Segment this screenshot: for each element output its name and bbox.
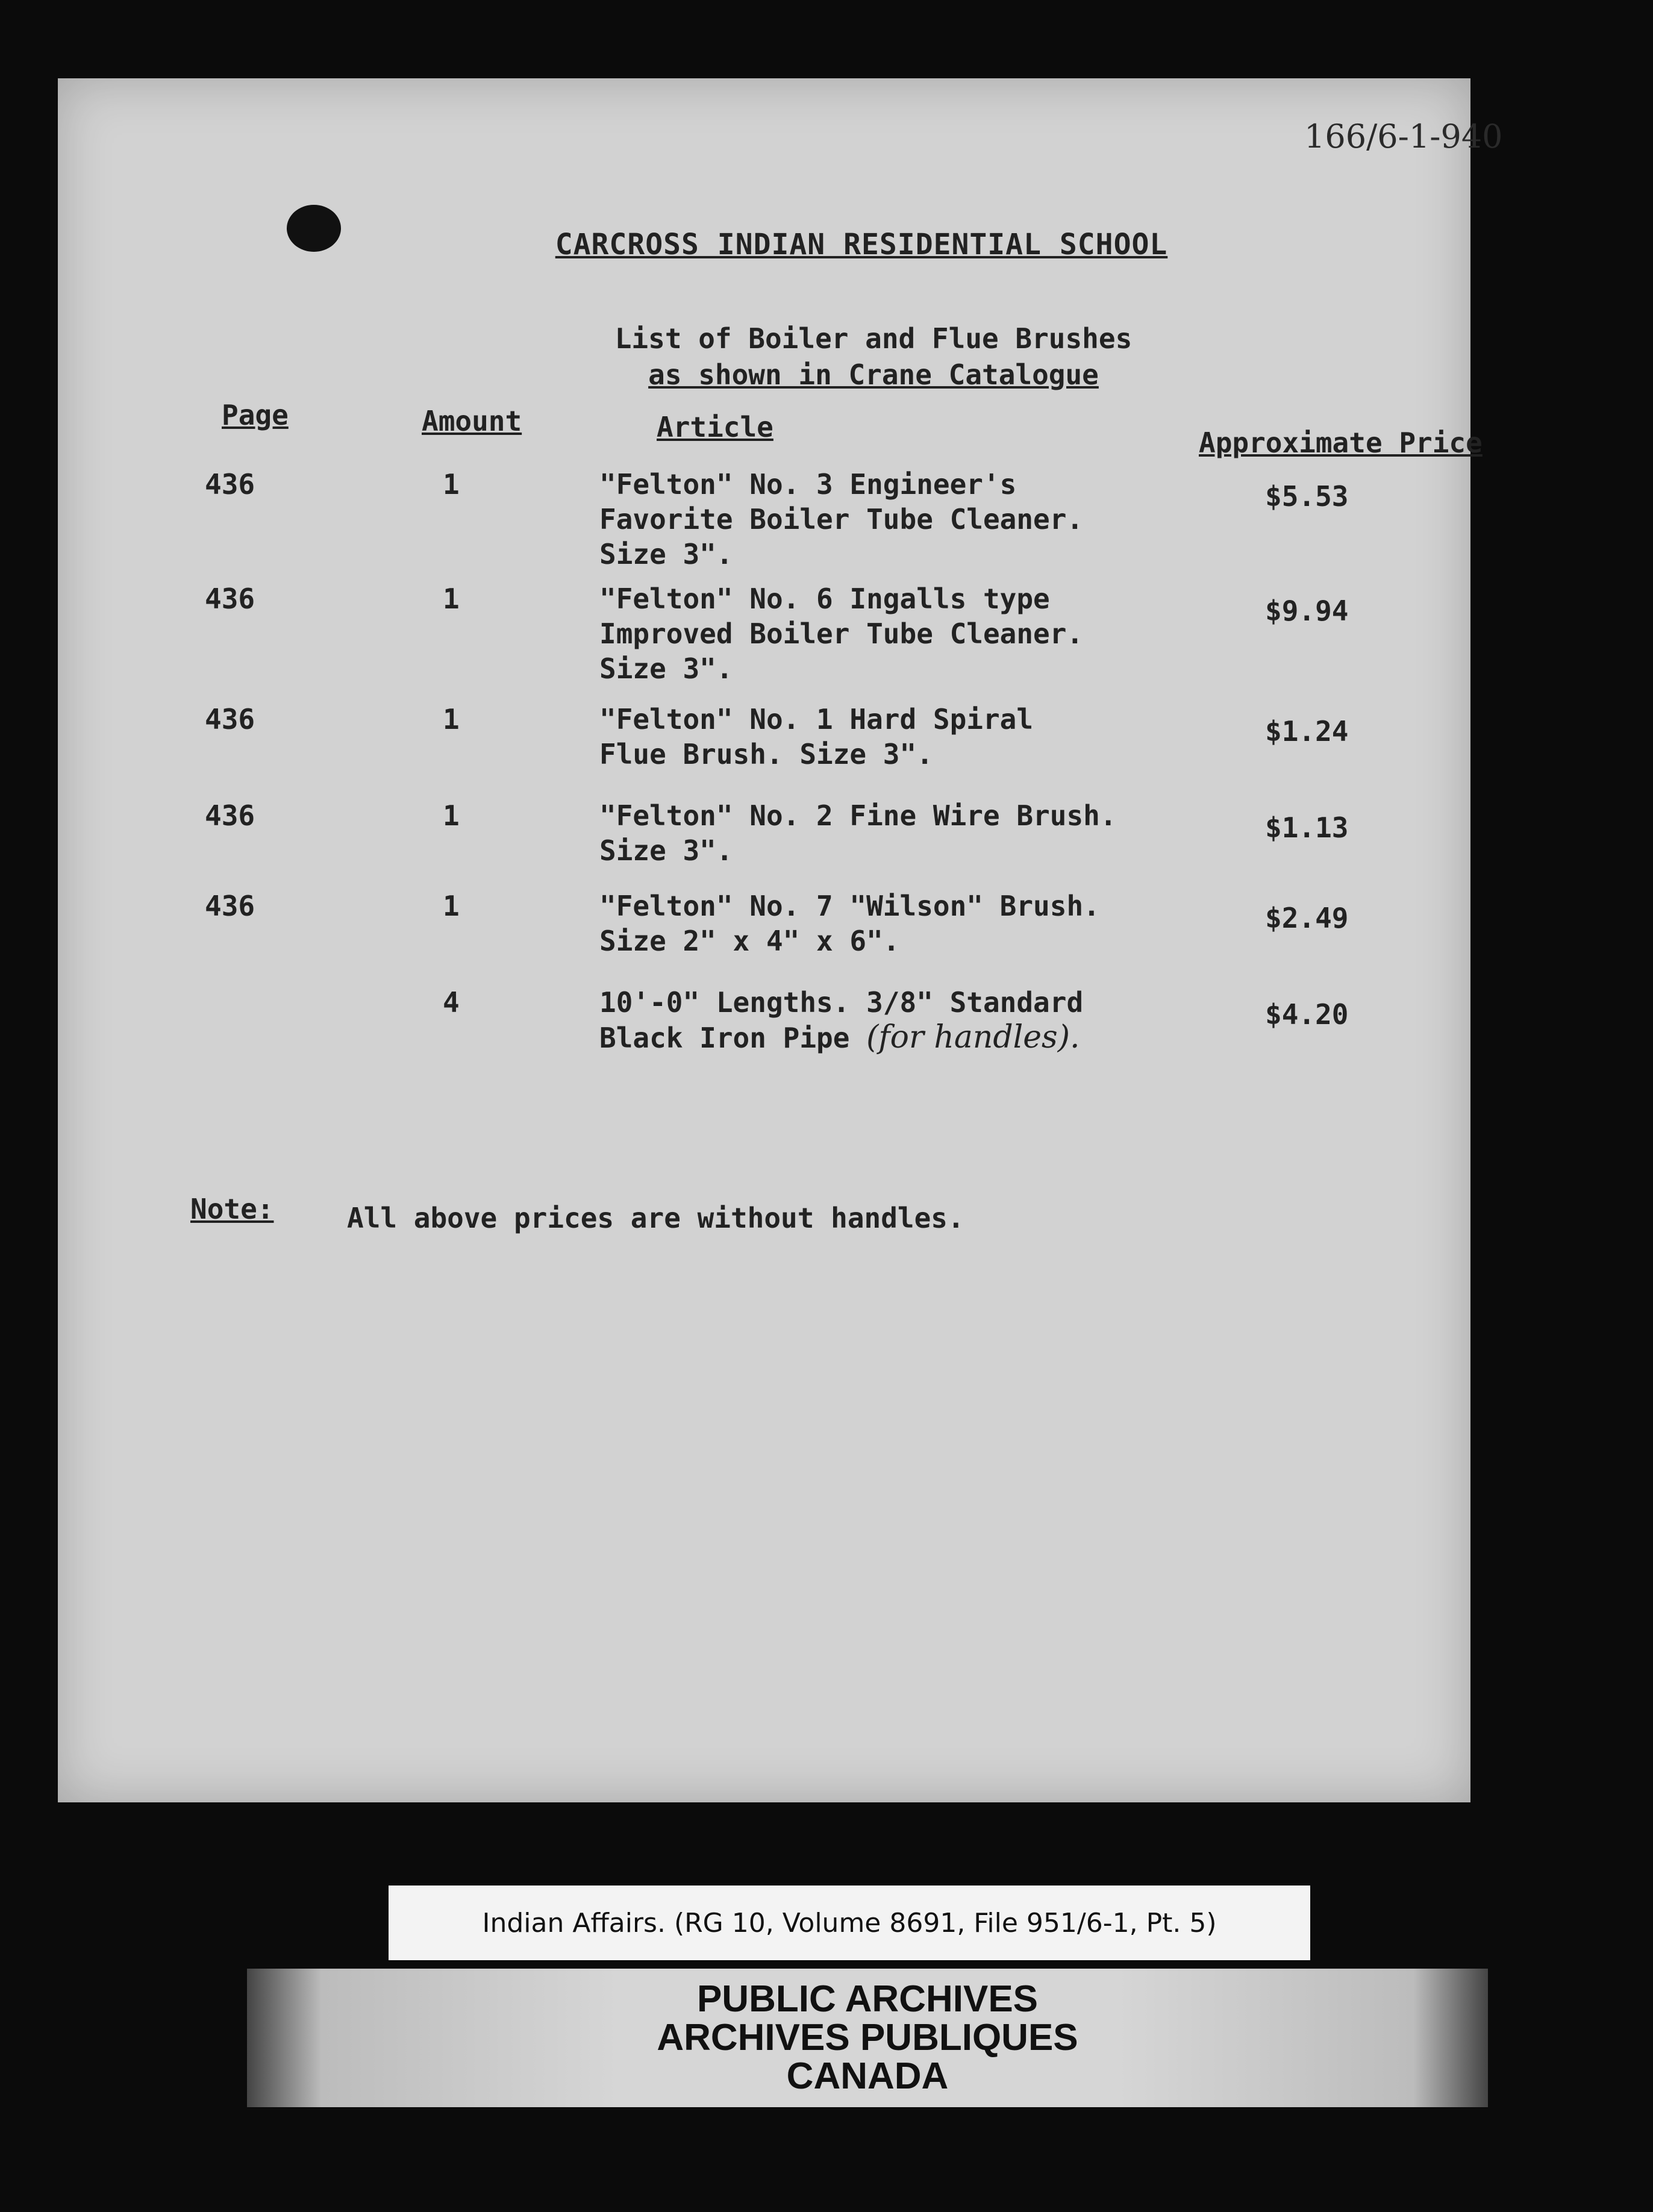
header-amount: Amount: [422, 405, 522, 437]
handwritten-annotation: (for handles).: [866, 1019, 1080, 1055]
cell-amount: 4: [443, 986, 460, 1019]
subtitle-line-1: List of Boiler and Flue Brushes: [614, 322, 1133, 355]
cell-article: [599, 985, 1142, 1055]
article-line: Favorite Boiler Tube Cleaner.: [599, 503, 1084, 536]
header-price: Approximate Price: [1199, 426, 1483, 459]
document-title: CARCROSS INDIAN RESIDENTIAL SCHOOL: [555, 228, 1168, 261]
reference-number: 166/6-1-940: [1304, 117, 1503, 155]
cell-page: 436: [205, 890, 255, 922]
article-line: Flue Brush. Size 3".: [599, 738, 933, 770]
header-page: Page: [222, 399, 289, 431]
cell-amount: 1: [443, 583, 460, 615]
cell-price: $1.13: [1265, 811, 1349, 844]
cell-price: $5.53: [1265, 480, 1349, 513]
cell-page: 436: [205, 703, 255, 736]
archive-source-label: Indian Affairs. (RG 10, Volume 8691, File 951/6-1, Pt. 5): [389, 1886, 1310, 1960]
article-line: Size 3".: [599, 652, 733, 685]
cell-page: 436: [205, 799, 255, 832]
cell-page: 436: [205, 468, 255, 501]
cell-article: [599, 581, 1142, 686]
stamp-line-1: PUBLIC ARCHIVES: [696, 1978, 1039, 2020]
header-article: Article: [657, 411, 773, 443]
subtitle-line-2: as shown in Crane Catalogue: [648, 358, 1099, 391]
cell-price: $9.94: [1265, 595, 1349, 627]
stamp-line-3: CANADA: [786, 2055, 949, 2097]
archive-stamp: [247, 1969, 1488, 2107]
article-line: Size 2" x 4" x 6".: [599, 925, 900, 957]
article-line: "Felton" No. 7 "Wilson" Brush.: [599, 890, 1100, 922]
cell-article: [599, 467, 1142, 572]
cell-price: $4.20: [1265, 998, 1349, 1031]
article-line: Size 3".: [599, 834, 733, 867]
article-line: "Felton" No. 6 Ingalls type: [599, 583, 1050, 615]
cell-amount: 1: [443, 799, 460, 832]
cell-price: $2.49: [1265, 902, 1349, 934]
article-line: Size 3".: [599, 538, 733, 570]
cell-amount: 1: [443, 890, 460, 922]
document-subtitle: [602, 320, 1145, 393]
cell-article: [599, 889, 1142, 958]
cell-amount: 1: [443, 468, 460, 501]
cell-page: 436: [205, 583, 255, 615]
cell-amount: 1: [443, 703, 460, 736]
article-line: 10'-0" Lengths. 3/8" Standard: [599, 986, 1084, 1019]
article-line: "Felton" No. 3 Engineer's: [599, 468, 1017, 501]
article-line: "Felton" No. 1 Hard Spiral: [599, 703, 1034, 736]
cell-article: [599, 702, 1142, 772]
cell-price: $1.24: [1265, 715, 1349, 748]
article-line: [599, 1020, 1142, 1055]
cell-article: [599, 798, 1142, 868]
stamp-line-2: ARCHIVES PUBLIQUES: [657, 2017, 1078, 2058]
article-line: Improved Boiler Tube Cleaner.: [599, 617, 1084, 650]
article-line-text: Black Iron Pipe: [599, 1022, 850, 1054]
article-line: "Felton" No. 2 Fine Wire Brush.: [599, 799, 1117, 832]
note-text: All above prices are without handles.: [347, 1202, 964, 1234]
note-label: Note:: [190, 1193, 274, 1225]
